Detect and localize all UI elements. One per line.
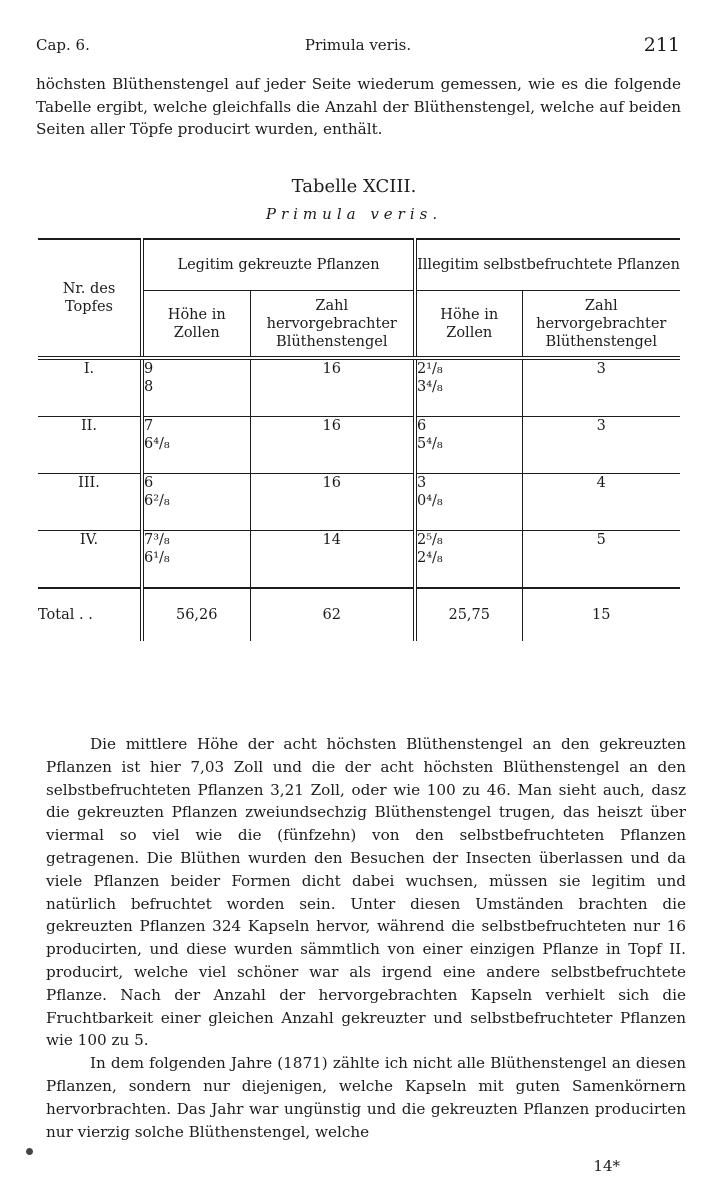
crossed-heights xyxy=(142,417,250,474)
height-value: 0⁴/₈ xyxy=(417,493,443,509)
self-count: 3 xyxy=(522,417,680,474)
table-row xyxy=(38,474,680,531)
chapter-label: Cap. 6. xyxy=(36,36,90,54)
height-value: 8 xyxy=(144,379,154,395)
table-row xyxy=(38,531,680,589)
signature-mark: 14* xyxy=(593,1157,620,1175)
height-value: 3 xyxy=(417,475,427,491)
height-value: 6 xyxy=(417,418,427,434)
self-count: 3 xyxy=(522,358,680,417)
self-heights xyxy=(415,474,522,531)
height-value: 6¹/₈ xyxy=(144,550,170,566)
data-table xyxy=(38,238,680,641)
crossed-heights xyxy=(142,474,250,531)
height-value: 6²/₈ xyxy=(144,493,170,509)
total-self-count: 15 xyxy=(522,588,680,641)
height-value: 9 xyxy=(144,361,154,377)
self-heights xyxy=(415,358,522,417)
crossed-count: 16 xyxy=(250,417,415,474)
height-value: 7³/₈ xyxy=(144,532,170,548)
total-crossed-height: 56,26 xyxy=(142,588,250,641)
height-value: 6⁴/₈ xyxy=(144,436,170,452)
running-head xyxy=(36,34,680,58)
table-subtitle: Primula veris. xyxy=(265,205,443,223)
height-value: 2⁴/₈ xyxy=(417,550,443,566)
data-table-wrapper xyxy=(38,238,680,713)
height-value: 6 xyxy=(144,475,154,491)
table-title: Tabelle XCIII. xyxy=(291,176,417,197)
table-row xyxy=(38,417,680,474)
total-row xyxy=(38,588,680,641)
pot-number: III. xyxy=(38,474,142,531)
body-text xyxy=(46,733,686,1143)
height-value: 7 xyxy=(144,418,154,434)
running-title: Primula veris. xyxy=(304,36,412,54)
header-self-height: Höhe in Zollen xyxy=(415,291,522,359)
header-crossed-height: Höhe in Zollen xyxy=(142,291,250,359)
paragraph: Die mittlere Höhe der acht höchsten Blüthenstengel an den gekreuzten Pflanzen ist hier 7,03 Zoll und die der acht höchsten Blüthenstengel an den selbstbefruchteten Pflanzen 3,21 Zoll, oder wie 100 zu 46. Man sieht auch, dasz die gekreuzten Pflanzen zweiundsechzig Blüthenstengel trugen, das heiszt über viermal so viel wie die (fünfzehn) von den selbstbefruchteten Pflanzen getragenen. Die Blüthen wurden den Besuchen der Insecten überlassen und da viele Pflanzen beider Formen dicht dabei wuchsen, müssen sie legitim und natürlich befruchtet worden sein. Unter diesen Umständen brachten die gekreuzten Pflanzen 324 Kapseln hervor, während die selbstbefruchteten nur 16 producirten, und diese wurden sämmtlich von einer einzigen Pflanze in Topf II. producirt, welche viel schöner war als irgend eine andere selbstbefruchtete Pflanze. Nach der Anzahl der hervorgebrachten Kapseln verhielt sich die Fruchtbarkeit einer gleichen Anzahl gekreuzter und selbstbefruchteter Pflanzen wie 100 zu 5. xyxy=(46,735,686,1050)
total-crossed-count: 62 xyxy=(250,588,415,641)
total-self-height: 25,75 xyxy=(415,588,522,641)
crossed-count: 16 xyxy=(250,358,415,417)
pot-number: IV. xyxy=(38,531,142,589)
paragraph: In dem folgenden Jahre (1871) zählte ich nicht alle Blüthenstengel an diesen Pflanzen, sondern nur diejenigen, welche Kapseln mit guten Samenkörnern hervorbrachten. Das Jahr war ungünstig und die gekreuzten Pflanzen producirten nur vierzig solche Blüthenstengel, welche xyxy=(46,1054,686,1141)
height-value: 3⁴/₈ xyxy=(417,379,443,395)
ink-speck xyxy=(26,1148,33,1155)
height-value: 2¹/₈ xyxy=(417,361,443,377)
self-heights xyxy=(415,531,522,589)
pot-number: I. xyxy=(38,358,142,417)
header-pot: Nr. des Topfes xyxy=(38,239,142,358)
pot-number: II. xyxy=(38,417,142,474)
height-value: 2⁵/₈ xyxy=(417,532,443,548)
crossed-heights xyxy=(142,531,250,589)
total-label: Total . . xyxy=(38,607,93,623)
table-row xyxy=(38,358,680,417)
self-heights xyxy=(415,417,522,474)
intro-paragraph: höchsten Blüthenstengel auf jeder Seite wiederum gemessen, wie es die folgende Tabelle ergibt, welche gleichfalls die Anzahl der Blüthenstengel, welche auf beiden Seiten aller Töpfe producirt wurden, enthält. xyxy=(36,75,681,138)
crossed-count: 16 xyxy=(250,474,415,531)
header-group-crossed: Legitim gekreuzte Pflanzen xyxy=(142,239,415,291)
page-number: 211 xyxy=(643,34,680,56)
crossed-count: 14 xyxy=(250,531,415,589)
header-self-count: Zahl hervorgebrachter Blüthenstengel xyxy=(522,291,680,359)
self-count: 5 xyxy=(522,531,680,589)
header-group-self: Illegitim selbstbefruchtete Pflanzen xyxy=(415,239,680,291)
crossed-heights xyxy=(142,358,250,417)
header-crossed-count: Zahl hervorgebrachter Blüthenstengel xyxy=(250,291,415,359)
self-count: 4 xyxy=(522,474,680,531)
height-value: 5⁴/₈ xyxy=(417,436,443,452)
